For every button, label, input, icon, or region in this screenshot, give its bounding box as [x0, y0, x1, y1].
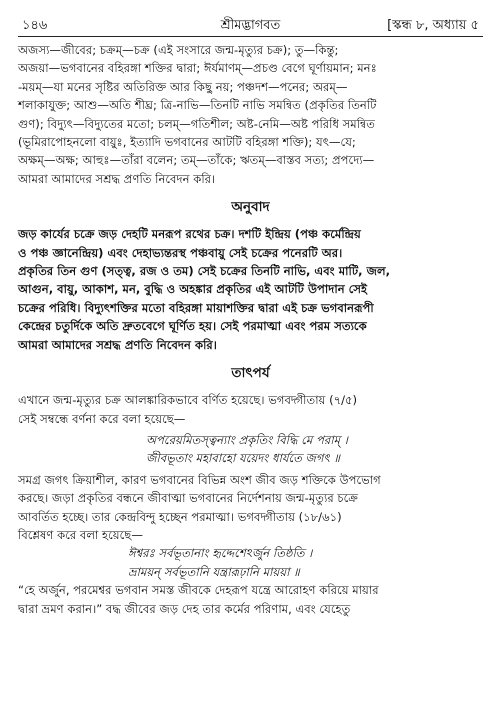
purport-line: করছে। জড়া প্রকৃতির বন্ধনে জীবাত্মা ভগবানের নির্দেশনায় জন্ম-মৃত্যুর চক্রে [18, 491, 359, 506]
translation-section [18, 225, 483, 354]
translation-line: চক্রের পরিধি। বিদ্যুৎশক্তির মতো বহিরঙ্গা মায়াশক্তির দ্বারা এই চক্র ভগবানরূপী [18, 300, 374, 315]
book-title: শ্রীমদ্ভাগবত [220, 18, 281, 33]
synonym-line: অজয়া—ভগবানের বহিরঙ্গা শক্তির দ্বারা; ঈর্যমাণম্—প্রচণ্ড বেগে ঘূর্ণায়মান; মনঃ [18, 61, 377, 76]
translation-line: ও পঞ্চ জ্ঞানেন্দ্রিয়) এবং দেহাভ্যন্তরস্থ পঞ্চবায়ু সেই চক্রের পনেরটি অর। [18, 245, 343, 260]
translation-line: আগুন, বায়ু, আকাশ, মন, বুদ্ধি ও অহঙ্কার প্রকৃতির এই আটটি উপাদান সেই [18, 282, 368, 297]
translation-line: কেন্দ্রের চতুর্দিকে অতি দ্রুতবেগে ঘূর্ণিত হয়। সেই পরমাত্মা এবং পরম সত্যকে [18, 319, 367, 334]
purport-line: সমগ্র জগৎ ক্রিয়াশীল, কারণ ভগবানের বিভিন্ন অংশ জীব জড় শক্তিকে উপভোগ [18, 472, 381, 487]
purport-heading: তাৎপর্য [231, 365, 270, 382]
verse-line: ঈশ্বরঃ সর্বভূতানাং হৃদ্দেশেঽর্জুন তিষ্ঠতি । [128, 546, 313, 561]
purport-line: বিশ্লেষণ করে বলা হয়েছে— [18, 527, 143, 542]
synonym-line: অজস্য—জীবের; চক্রম্—চক্র (এই সংসারে জন্ম-মৃত্যুর চক্র); তু—কিন্তু; [18, 43, 339, 57]
synonym-line: (ভূমিরাপোহনলো বায়ুঃ, ইত্যাদি ভগবানের আটটি বহিরঙ্গা শক্তি); যৎ—যে; [18, 135, 356, 150]
translation-line: জড় কার্যের চক্রে জড় দেহটি মনরূপ রথের চক্র। দশটি ইন্দ্রিয় (পঞ্চ কর্মেন্দ্রিয় [18, 227, 361, 242]
synonyms-section [18, 41, 483, 188]
purport-line: এখানে জন্ম-মৃত্যুর চক্র আলঙ্কারিকভাবে বর্ণিত হয়েছে। ভগবদ্গীতায় (৭/৫) [18, 393, 358, 408]
translation-line: আমরা আমাদের সশ্রদ্ধ প্রণতি নিবেদন করি। [18, 337, 217, 352]
purport-line: সেই সম্বন্ধে বর্ণনা করে বলা হয়েছে— [18, 411, 186, 426]
page-header [18, 14, 483, 37]
verse-line: ভ্রাময়ন্ সর্বভূতানি যন্ত্রারূঢ়ানি মায়য়া ॥ [128, 564, 300, 579]
purport-section [18, 391, 483, 618]
purport-line: আবর্তিত হচ্ছে। তার কেন্দ্রবিন্দু হচ্ছেন পরমাত্মা। ভগবদ্গীতায় (১৮/৬১) [18, 509, 342, 524]
purport-line: “হে অর্জুন, পরমেশ্বর ভগবান সমস্ত জীবকে দেহরূপ যন্ত্রে আরোহণ করিয়ে মায়ার [18, 583, 379, 598]
chapter-reference: [স্কন্ধ ৮, অধ্যায় ৫ [387, 18, 479, 33]
verse-line: জীবভূতাং মহাবাহো যয়েদং ধার্যতে জগৎ ॥ [146, 451, 340, 466]
page-number: ১৪৬ [22, 18, 48, 33]
synonym-line: আমরা আমাদের সশ্রদ্ধ প্রণতি নিবেদন করি। [18, 171, 216, 186]
synonym-line: শলাকাযুক্ত; আশু—অতি শীঘ্র; ত্রি-নাভি—তিনটি নাভি সমন্বিত (প্রকৃতির তিনটি [18, 98, 377, 113]
synonym-line: গুণ); বিদ্যুৎ—বিদ্যুতের মতো; চলম্—গতিশীল; অষ্ট-নেমি—অষ্ট পরিধি সমন্বিত [18, 116, 375, 131]
synonym-line: অক্ষম্—অক্ষ; আহুঃ—তাঁরা বলেন; তম্—তাঁকে; ঋতম্—বাস্তব সত্য; প্রপদ্যে— [18, 153, 375, 168]
purport-line: দ্বারা ভ্রমণ করান।” বদ্ধ জীবের জড় দেহ তার কর্মের পরিণাম, এবং যেহেতু [18, 601, 351, 616]
synonym-line: -ময়ম্—যা মনের সৃষ্টির অতিরিক্ত আর কিছু নয়; পঞ্চদশ—পনের; অরম্— [18, 79, 348, 94]
translation-line: প্রকৃতির তিন গুণ (সত্ত্ব, রজ ও তম) সেই চক্রের তিনটি নাভি, এবং মাটি, জল, [18, 264, 390, 279]
translation-heading: অনুবাদ [231, 199, 270, 216]
verse-line: অপরেয়মিতস্ত্বন্যাং প্রকৃতিং বিদ্ধি মে পরাম্ । [146, 432, 348, 447]
